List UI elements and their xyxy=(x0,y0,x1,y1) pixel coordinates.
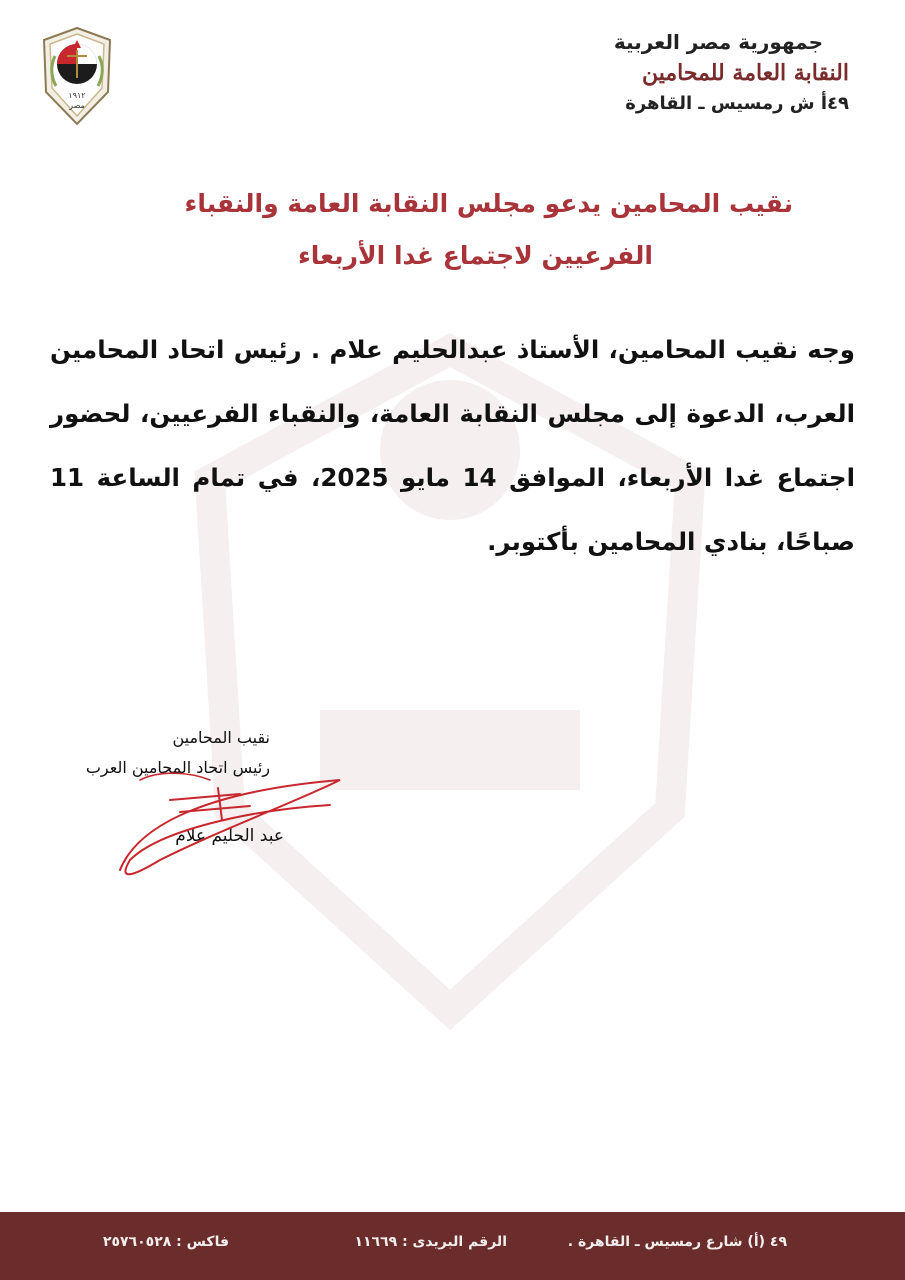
footer-postal-code: الرقم البريدى : ١١٦٦٩ xyxy=(354,1234,507,1250)
signature-role: رئيس اتحاد المحامين العرب xyxy=(85,758,270,777)
footer-address: ٤٩ (أ) شارع رمسيس ـ القاهرة . xyxy=(567,1234,787,1250)
logo-year: ١٩١٢ xyxy=(68,91,86,100)
letterhead xyxy=(529,28,849,118)
header-syndicate: النقابة العامة للمحامين xyxy=(641,60,849,86)
header-address: ٤٩أ ش رمسيس ـ القاهرة xyxy=(625,93,849,114)
footer-bar xyxy=(0,1212,905,1280)
signature-title: نقيب المحامين xyxy=(172,728,270,747)
footer-fax: فاكس : ٢٥٧٦٠٥٢٨ xyxy=(102,1234,229,1250)
title-line-1: نقيب المحامين يدعو مجلس النقابة العامة والنقباء xyxy=(184,189,793,218)
signature-name: عبد الحليم علام xyxy=(175,826,284,846)
title-line-2: الفرعيين لاجتماع غدا الأربعاء xyxy=(298,241,653,270)
logo-country: مصر xyxy=(69,101,85,110)
document-title xyxy=(93,178,793,282)
syndicate-logo-icon xyxy=(40,26,114,126)
body-paragraph: وجه نقيب المحامين، الأستاذ عبدالحليم علام . رئيس اتحاد المحامين العرب، الدعوة إلى مجلس النقابة العامة، والنقباء الفرعيين، لحضور اجتماع غدا الأربعاء، الموافق 14 مايو 2025، في تمام الساعة 11 صباحًا، بنادي المحامين بأكتوبر. xyxy=(50,335,855,556)
handwritten-signature xyxy=(100,760,360,890)
header-country: جمهورية مصر العربية xyxy=(613,30,823,54)
